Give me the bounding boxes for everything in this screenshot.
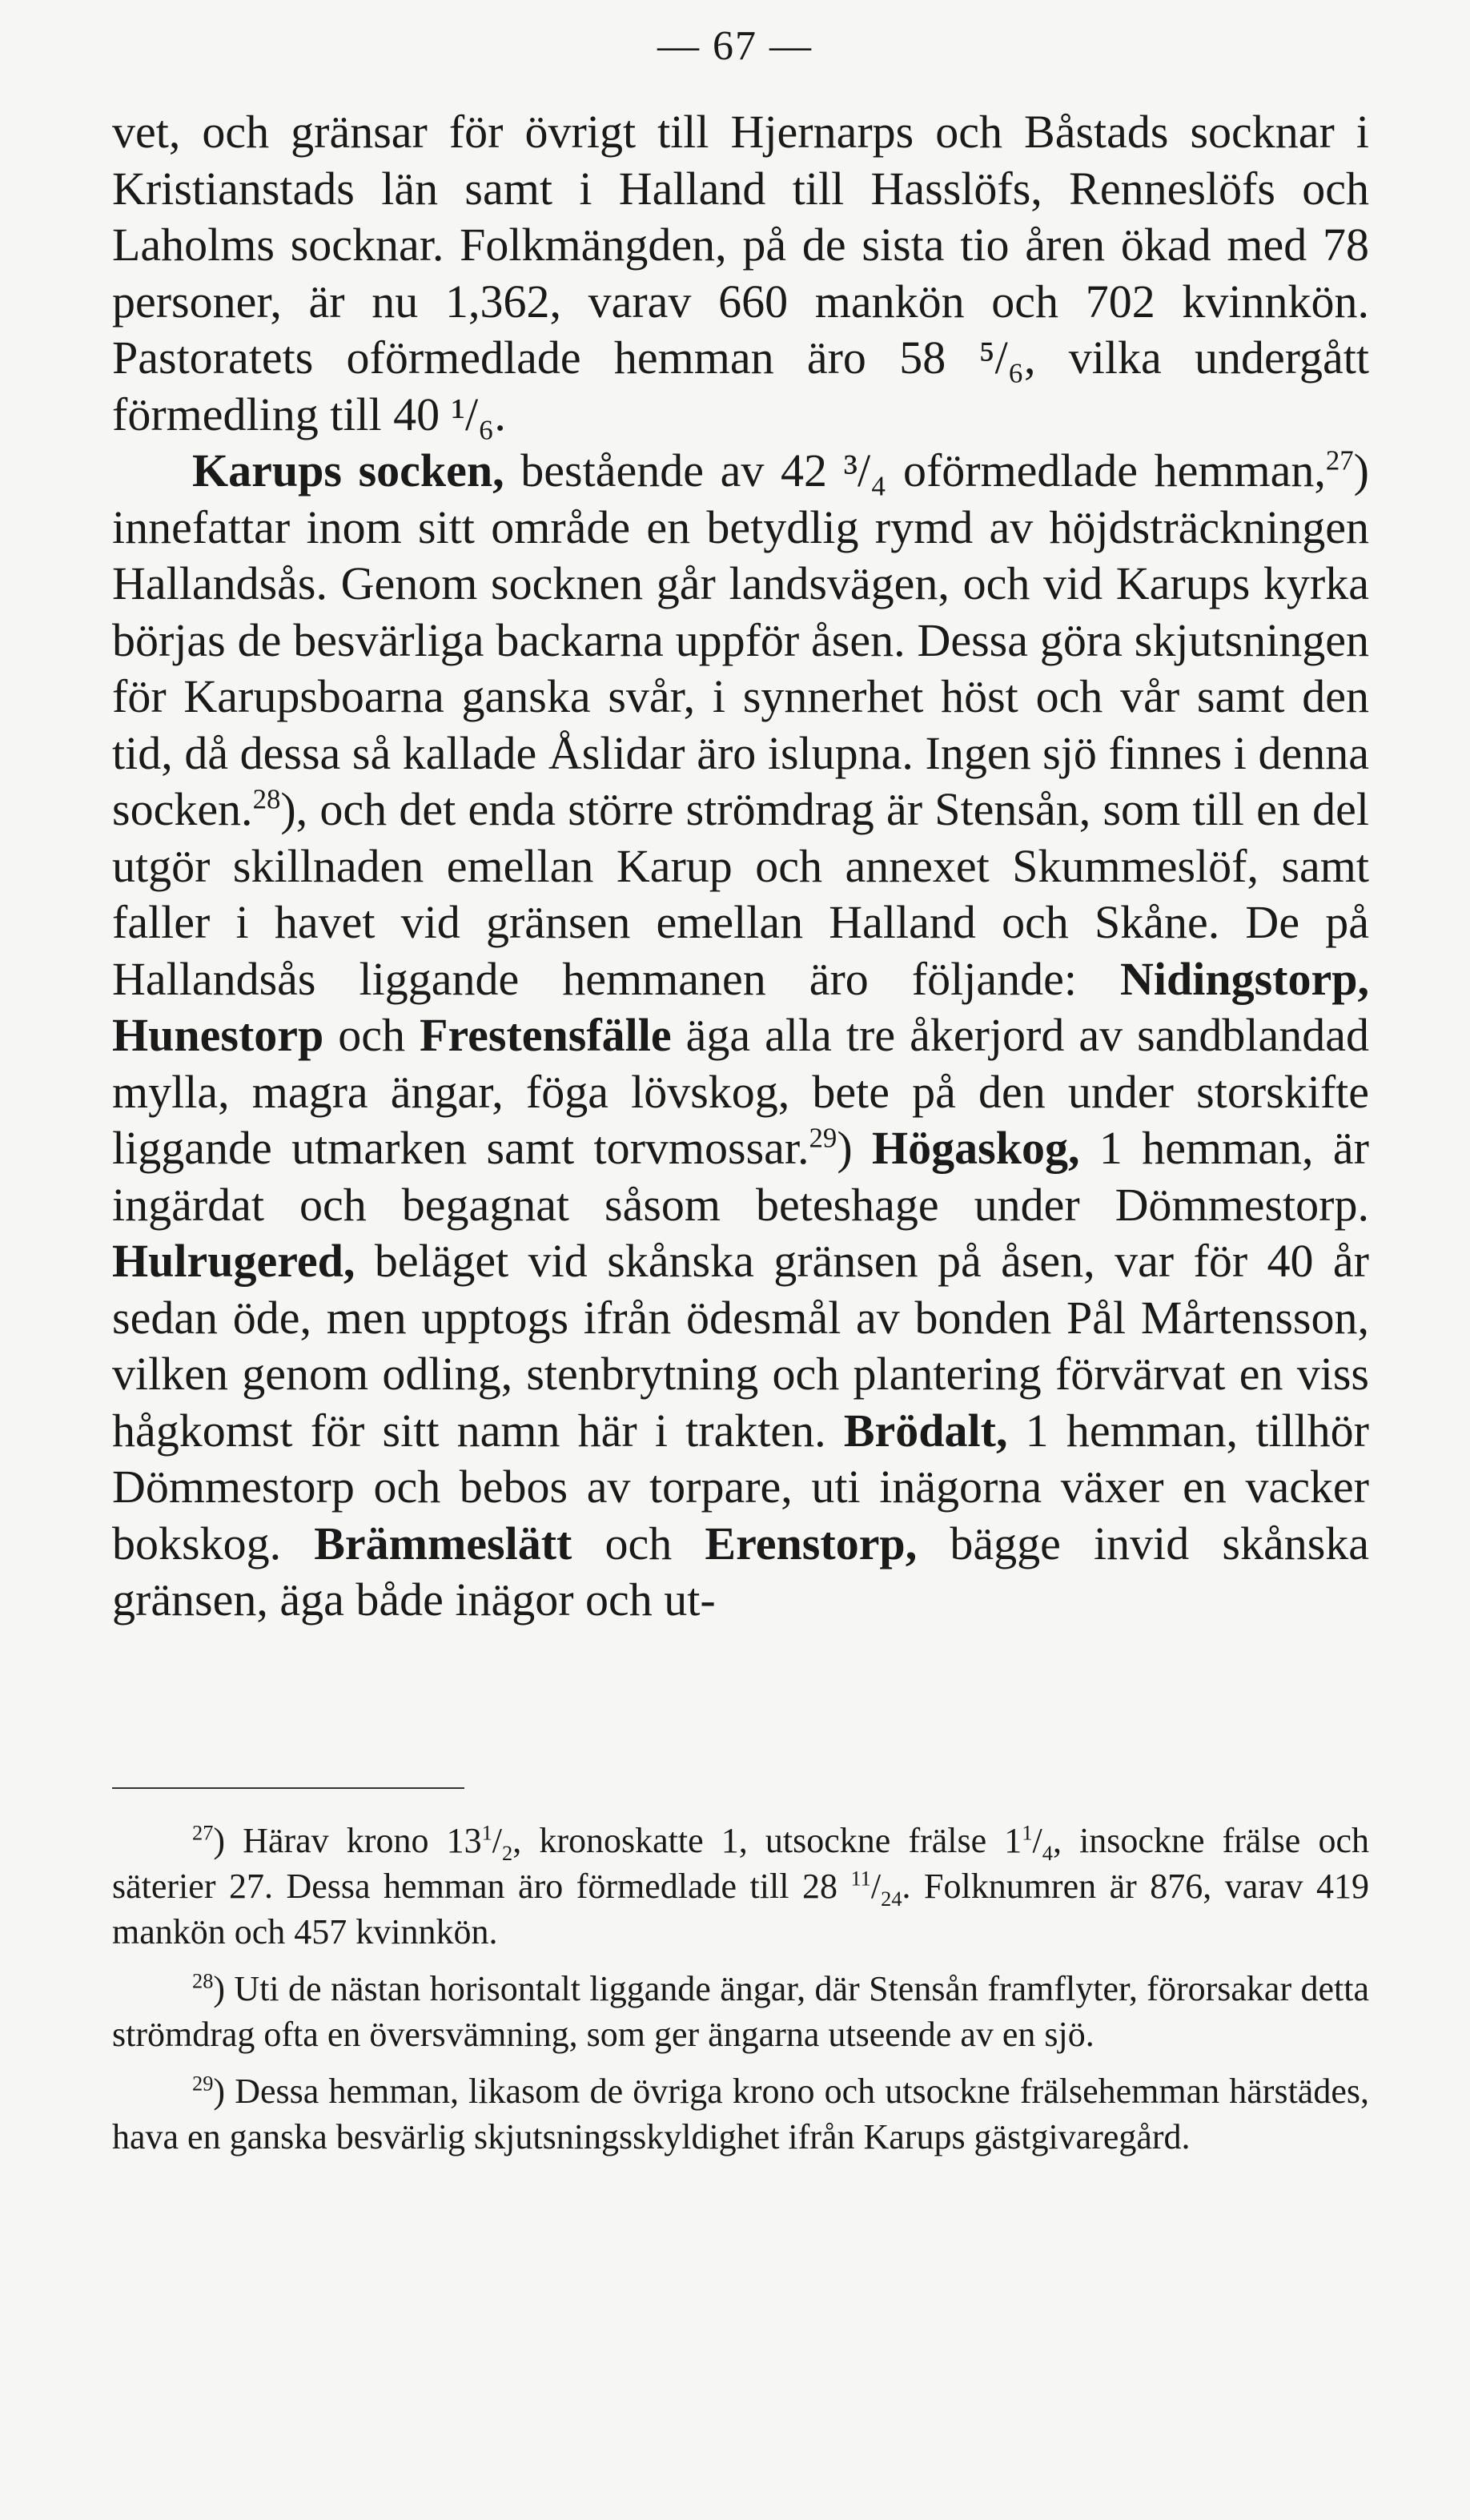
footnote-ref-29: 29 [809, 1122, 837, 1154]
footnote-29 [112, 2068, 1369, 2160]
fraction-numerator: 1 [1022, 1820, 1033, 1845]
paragraph-2-text-5: äga alla tre åkerjord av sandblandad mylla, magra ängar, föga lövskog, bete på den under storskifte liggande utmarken samt torvmossar. [112, 1009, 1370, 1174]
paragraph-2-text-2: ) innefattar inom sitt område en betydlig rymd av höjdsträckningen Hallandsås. Genom socknen går landsvägen, och vid Karups kyrka börjas de besvärliga backarna uppför åsen. Dessa göra skjutsningen för Karupsboarna ganska svår, i synnerhet höst och vår samt den tid, då dessa så kallade Åslidar äro islupna. Ingen sjö finnes i denna socken. [112, 444, 1369, 835]
footnote-text: , kronoskatte 1, utsockne frälse 1 [512, 1821, 1022, 1860]
footnote-text: ) Dessa hemman, likasom de övriga krono och utsockne frälsehemman härstädes, hava en ganska besvärlig skjutsningsskyldighet ifrån Karups gästgivaregård. [112, 2072, 1369, 2156]
paragraph-2-text-9: 1 hemman, tillhör Dömmestorp och bebos av torpare, uti inägorna växer en vacker bokskog. [112, 1404, 1369, 1569]
paragraph-2-text-7: 1 hemman, är ingärdat och begagnat såsom beteshage under Dömmestorp. [112, 1122, 1369, 1231]
paragraph-2-text-4: och [323, 1009, 420, 1061]
term-frestensfalle: Frestensfälle [420, 1009, 672, 1061]
term-brammeslatt: Brämmeslätt [314, 1517, 572, 1569]
body-text [112, 104, 1369, 1629]
term-karups-socken: Karups socken, [192, 444, 504, 496]
footnote-mark: 29 [192, 2071, 214, 2096]
footnote-28 [112, 1966, 1369, 2057]
page-number: — 67 — [657, 23, 813, 69]
footnote-divider [112, 1787, 464, 1789]
footnote-27 [112, 1818, 1369, 1955]
term-hulrugered: Hulrugered, [112, 1235, 355, 1287]
paragraph-2-text-10: och [572, 1517, 705, 1569]
fraction-denominator: 2 [502, 1840, 513, 1865]
paragraph-2 [112, 443, 1369, 1629]
footnote-ref-28: 28 [252, 783, 281, 815]
paragraph-2-text-11: bägge invid skånska gränsen, äga både inägor och ut- [112, 1517, 1370, 1626]
fraction-denominator: 24 [881, 1886, 902, 1911]
fraction-numerator: 11 [850, 1866, 871, 1891]
fraction-slash: / [1032, 1821, 1042, 1860]
paragraph-2-text-3: ), och det enda större strömdrag är Stensån, som till en del utgör skillnaden emellan Karup och annexet Skummeslöf, samt faller i havet vid gränsen emellan Halland och Skåne. De på Hallandsås liggande hemmanen äro följande: [112, 783, 1369, 1005]
paragraph-2-text-1: bestående av 42 ³/₄ oförmedlade hemman, [504, 444, 1326, 496]
paragraph-1: vet, och gränsar för övrigt till Hjernarps och Båstads socknar i Kristianstads län samt i Halland till Hasslöfs, Renneslöfs och Laholms socknar. Folkmängden, på de sista tio åren ökad med 78 personer, är nu 1,362, varav 660 mankön och 702 kvinnkön. Pastoratets oförmedlade hemman äro 58 ⁵/₆, vilka undergått förmedling till 40 ¹/₆. [112, 106, 1369, 440]
footnote-mark: 27 [192, 1820, 214, 1845]
paragraph-2-text-8: beläget vid skånska gränsen på åsen, var för 40 år sedan öde, men upptogs ifrån ödesmål av bonden Pål Mårtensson, vilken genom odling, stenbrytning och plantering förvärvat en viss hågkomst för sitt namn här i trakten. [112, 1235, 1369, 1457]
fraction-denominator: 4 [1042, 1840, 1053, 1865]
footnote-text: ) Uti de nästan horisontalt liggande ängar, där Stensån framflyter, förorsakar detta strömdrag ofta en översvämning, som ger ängarna utseende av en sjö. [112, 1969, 1369, 2054]
paragraph-2-text-6: ) [837, 1122, 873, 1174]
footnote-text: ) Härav krono 13 [213, 1821, 482, 1860]
footnote-text: . Folknumren är 876, varav 419 mankön och 457 kvinnkön. [112, 1867, 1369, 1951]
term-nidingstorp-hunestorp: Nidingstorp, Hunestorp [112, 952, 1369, 1061]
fraction-slash: / [870, 1867, 882, 1906]
term-hogaskog: Högaskog, [872, 1122, 1080, 1174]
fraction-numerator: 1 [481, 1820, 492, 1845]
footnote-mark: 28 [192, 1968, 214, 1993]
footnote-text: , insockne frälse och säterier 27. Dessa hemman äro förmedlade till 28 [112, 1821, 1370, 1906]
fraction-slash: / [492, 1821, 503, 1860]
term-brodalt: Brödalt, [843, 1404, 1008, 1457]
term-erenstorp: Erenstorp, [705, 1517, 918, 1569]
footnotes [112, 1818, 1369, 2171]
footnote-ref-27: 27 [1325, 444, 1354, 476]
